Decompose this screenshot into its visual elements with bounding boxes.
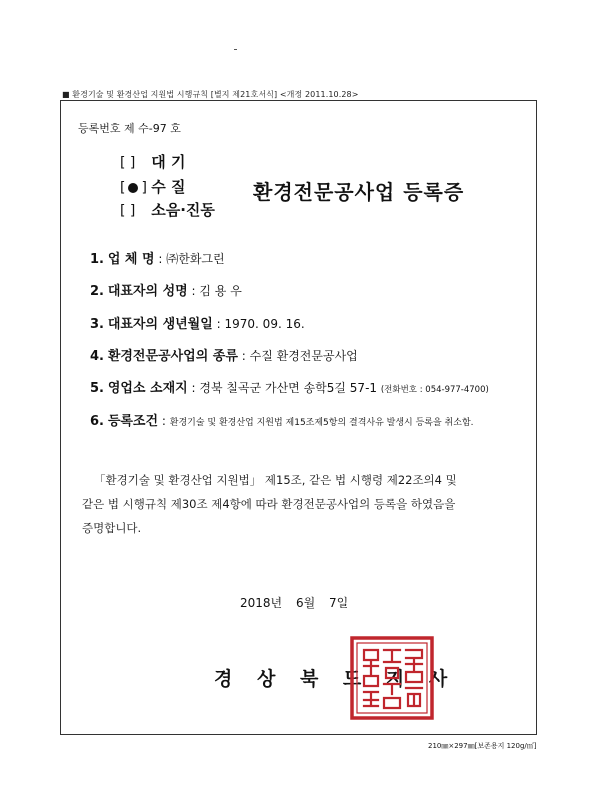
phone-number: (전화번호 : 054-977-4700) <box>380 385 489 395</box>
official-seal-icon <box>344 630 440 726</box>
form-header: ■ 환경기술 및 환경산업 지원법 시행규칙 [별지 제21호서식] <개정 2011.10.28> <box>62 90 359 99</box>
scan-speck <box>234 49 237 50</box>
category-air <box>120 151 185 172</box>
field-office-address: 5. 영업소 소재지 : 경북 칠곡군 가산면 송학5길 57-1 (전화번호 : 054-977-4700) <box>90 381 489 396</box>
certificate-title: 환경전문공사업 등록증 <box>253 180 465 204</box>
field-company-name: 1. 업 체 명 : ㈜한화그린 <box>90 252 225 267</box>
registration-number: 등록번호 제 수-97 호 <box>78 122 181 135</box>
issuer-name: 경 상 북 도 지 사 <box>214 668 457 690</box>
selected-dot-icon <box>128 183 138 193</box>
category-water <box>120 176 185 197</box>
category-water-label: 수 질 <box>151 178 186 196</box>
category-air-label: 대 기 <box>151 153 186 171</box>
checkbox-water: [ ] <box>120 180 147 196</box>
certification-statement <box>82 468 522 540</box>
issue-date: 2018년 6월 7일 <box>240 596 349 610</box>
statement-line: 같은 법 시행규칙 제30조 제4항에 따라 환경전문공사업의 등록을 하였음을 <box>82 497 456 511</box>
statement-line: 「환경기술 및 환경산업 지원법」 제15조, 같은 법 시행령 제22조의4 및 <box>94 473 457 487</box>
field-birthdate: 3. 대표자의 생년월일 : 1970. 09. 16. <box>90 317 305 332</box>
checkbox-air: [ ] <box>120 155 136 171</box>
category-noise <box>120 199 215 220</box>
checkbox-noise: [ ] <box>120 203 136 219</box>
paper-spec: 210㎜×297㎜[보존용지 120g/㎡] <box>428 742 537 750</box>
statement-line: 증명합니다. <box>82 521 142 535</box>
field-registration-condition: 6. 등록조건 : 환경기술 및 환경산업 지원법 제15조제5항의 결격사유 발생시 등록을 취소함. <box>90 414 474 429</box>
field-representative-name: 2. 대표자의 성명 : 김 용 우 <box>90 284 242 299</box>
category-noise-label: 소음·진동 <box>151 201 215 219</box>
field-business-type: 4. 환경전문공사업의 종류 : 수질 환경전문공사업 <box>90 349 358 364</box>
